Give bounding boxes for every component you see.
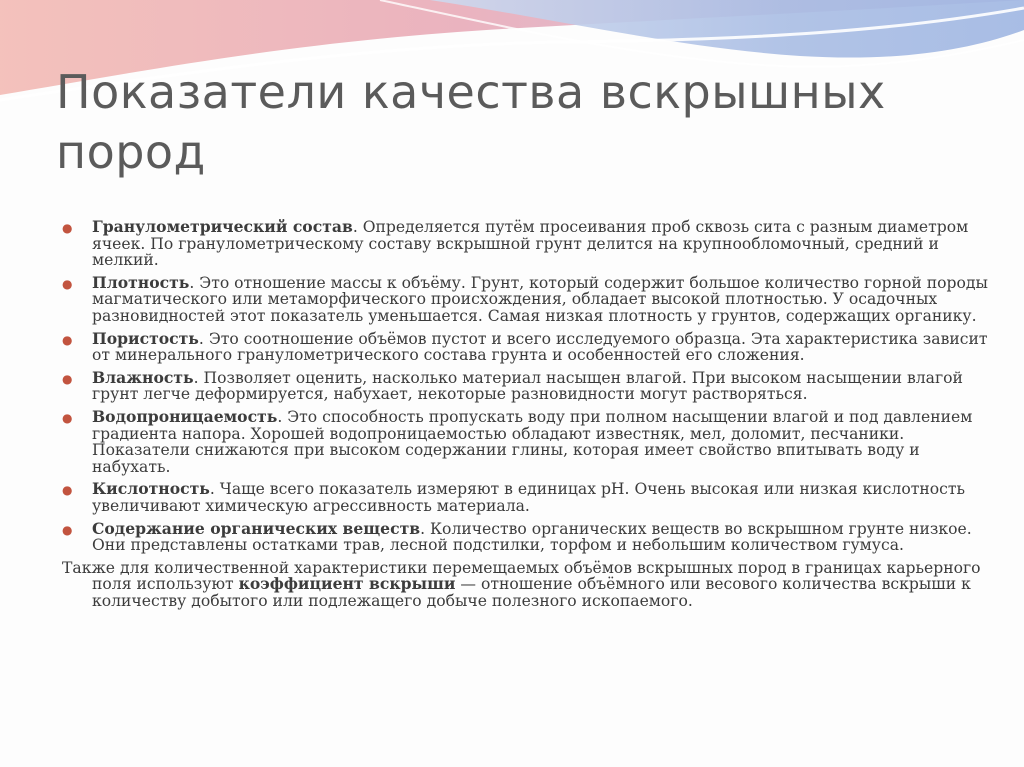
bullet-list (62, 219, 992, 554)
bullet-text: . Это соотношение объёмов пустот и всего исследуемого образца. Эта характеристика зависит от минерального гранулометрического состава грунта и особенностей его сложения. (92, 329, 988, 365)
bullet-text: . Количество органических веществ во вскрышном грунте низкое. Они представлены остатками трав, лесной подстилки, торфом и небольшим количеством гумуса. (92, 519, 972, 555)
bullet-text: . Это отношение массы к объёму. Грунт, который содержит большое количество горной породы магматического или метаморфического происхождения, обладает высокой плотностью. У осадочных разновидностей этот показатель уменьшается. Самая низкая плотность у грунтов, содержащих органику. (92, 273, 988, 325)
bullet-item-moisture (62, 367, 992, 404)
bullet-term: Содержание органических веществ (92, 518, 421, 538)
bullet-term: Пористость (92, 328, 199, 348)
slide-content (62, 219, 992, 609)
bullet-item-granulometry (62, 219, 992, 269)
bullet-term: Кислотность (92, 479, 210, 499)
bullet-icon: ● (62, 371, 73, 386)
note-text-after: — отношение объёмного или весового количества вскрыши к количеству добытого или подлежащего добыче полезного ископаемого. (92, 575, 971, 610)
slide-title: Показатели качества вскрышных пород (56, 65, 886, 179)
note-keyword: коэффициент вскрыши (238, 574, 456, 594)
bullet-icon: ● (62, 522, 73, 537)
bullet-icon: ● (62, 483, 73, 498)
bullet-term: Водопроницаемость (92, 406, 278, 426)
bullet-text: . Позволяет оценить, насколько материал насыщен влагой. При высоком насыщении влагой грунт легче деформируется, набухает, некоторые разновидности могут растворяться. (92, 368, 963, 404)
bullet-item-density (62, 272, 992, 325)
bullet-icon: ● (62, 332, 73, 347)
bullet-text: . Чаще всего показатель измеряют в единицах pH. Очень высокая или низкая кислотность увеличивают химическую агрессивность материала. (92, 480, 965, 515)
bullet-item-organic-matter (62, 518, 992, 555)
bullet-item-permeability (62, 406, 992, 476)
bullet-term: Влажность (92, 367, 194, 387)
bullet-text: . Это способность пропускать воду при полном насыщении влагой и под давлением градиента напора. Хорошей водопроницаемостью обладают известняк, мел, доломит, песчаники. Показатели снижаются при высоком содержании глины, которая имеет свойство впитывать воду и набухать. (92, 407, 973, 476)
overburden-ratio-note (62, 560, 992, 610)
bullet-icon: ● (62, 410, 73, 425)
bullet-icon: ● (62, 276, 73, 291)
bullet-term: Гранулометрический состав (92, 217, 353, 236)
bullet-text: . Определяется путём просеивания проб сквозь сита с разным диаметром ячеек. По гранулометрическому составу вскрышной грунт делится на крупнообломочный, средний и мелкий. (92, 218, 969, 270)
bullet-item-acidity (62, 481, 992, 514)
bullet-icon: ● (62, 221, 73, 235)
note-text-before: Также для количественной характеристики перемещаемых объёмов вскрышных пород в границах карьерного поля используют (62, 558, 981, 594)
bullet-term: Плотность (92, 272, 190, 292)
bullet-item-porosity (62, 328, 992, 365)
